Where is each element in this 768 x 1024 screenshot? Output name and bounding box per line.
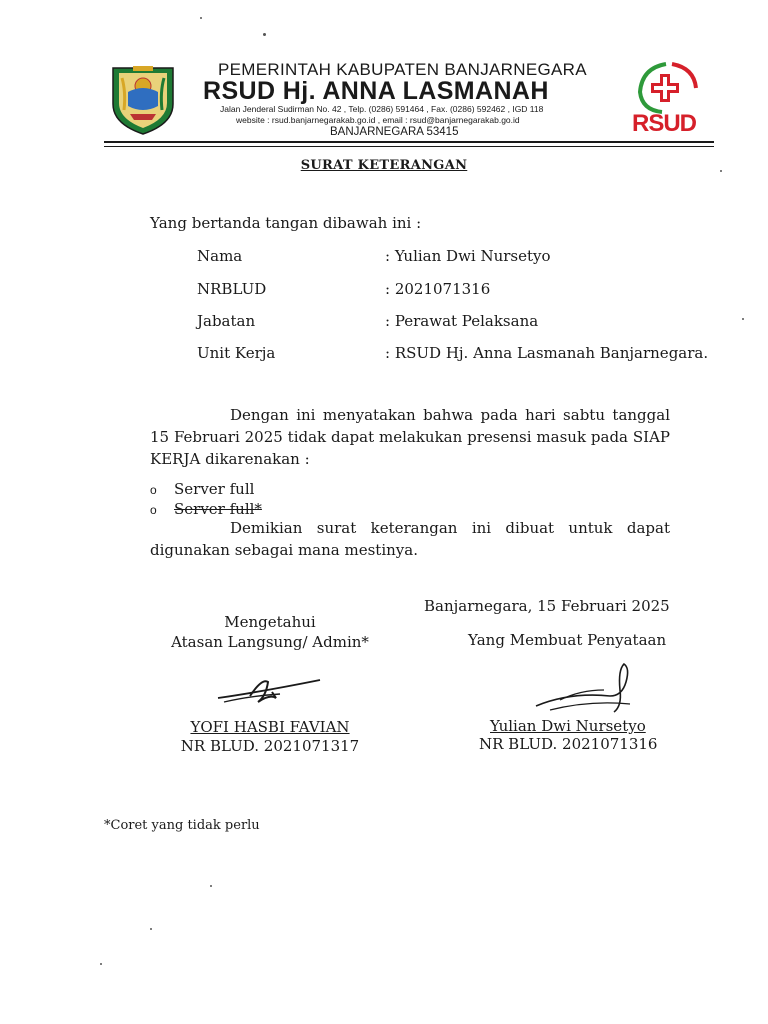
field-value-nama: : Yulian Dwi Nursetyo [385,247,551,265]
statement-text: Dengan ini menyatakan bahwa pada hari sabtu tanggal 15 Februari 2025 tidak dapat melakukan presensi masuk pada SIAP KERJA dikarenakan : [150,406,670,468]
scan-speck [210,885,212,887]
reason-text: Server full [174,480,255,498]
footnote: *Coret yang tidak perlu [104,818,260,833]
scan-speck [742,318,744,320]
letterhead-rule-thick [104,141,714,143]
document-title-text: SURAT KETERANGAN [300,158,468,173]
left-sign-line1: Mengetahui [224,613,316,631]
right-sign-line1: Yang Membuat Penyataan [468,631,667,649]
hospital-name: RSUD Hj. ANNA LASMANAH [203,77,549,105]
left-signer-name: YOFI HASBI FAVIAN [190,718,350,736]
closing-text: Demikian surat keterangan ini dibuat untuk dapat digunakan sebagai mana mestinya. [150,519,670,559]
scan-speck [100,963,102,965]
scan-speck [150,928,152,930]
left-signer-id: NR BLUD. 2021071317 [180,737,360,755]
bullet-icon: o [150,483,157,497]
right-signer-name: Yulian Dwi Nursetyo [490,717,646,735]
hospital-city: BANJARNEGARA 53415 [330,126,459,138]
left-signature-mark [210,672,330,712]
right-signer-id: NR BLUD. 2021071316 [479,735,658,753]
closing-paragraph [150,517,670,561]
right-signature-mark [530,660,640,722]
left-sign-line2: Atasan Langsung/ Admin* [171,633,369,651]
intro-text: Yang bertanda tangan dibawah ini : [150,214,422,232]
field-value-jabatan: : Perawat Pelaksana [385,312,539,330]
government-name: PEMERINTAH KABUPATEN BANJARNEGARA [218,60,587,79]
document-title [0,158,768,173]
rsud-logo-text: RSUD [632,110,697,137]
reason-item-struck [150,500,262,518]
hospital-address: Jalan Jenderal Sudirman No. 42 , Telp. (0286) 591464 , Fax. (0286) 592462 , IGD 118 [220,104,544,114]
statement-paragraph [150,404,670,470]
scan-speck [720,170,722,172]
reason-text-struck: Server full* [174,500,262,518]
field-label-unit-kerja: Unit Kerja [197,344,276,362]
field-label-nama: Nama [197,247,243,265]
bullet-icon: o [150,503,157,517]
place-date: Banjarnegara, 15 Februari 2025 [424,597,670,615]
field-label-jabatan: Jabatan [197,312,256,330]
hospital-contact: website : rsud.banjarnegarakab.go.id , email : rsud@banjarnegarakab.go.id [236,115,520,125]
scan-speck [200,17,202,19]
field-value-nrblud: : 2021071316 [385,280,491,298]
regency-crest-logo [108,62,178,136]
reason-item [150,480,254,498]
field-value-unit-kerja: : RSUD Hj. Anna Lasmanah Banjarnegara. [385,344,709,362]
field-label-nrblud: NRBLUD [197,280,267,298]
letterhead-rule-thin [104,146,714,147]
scan-speck [263,33,266,36]
